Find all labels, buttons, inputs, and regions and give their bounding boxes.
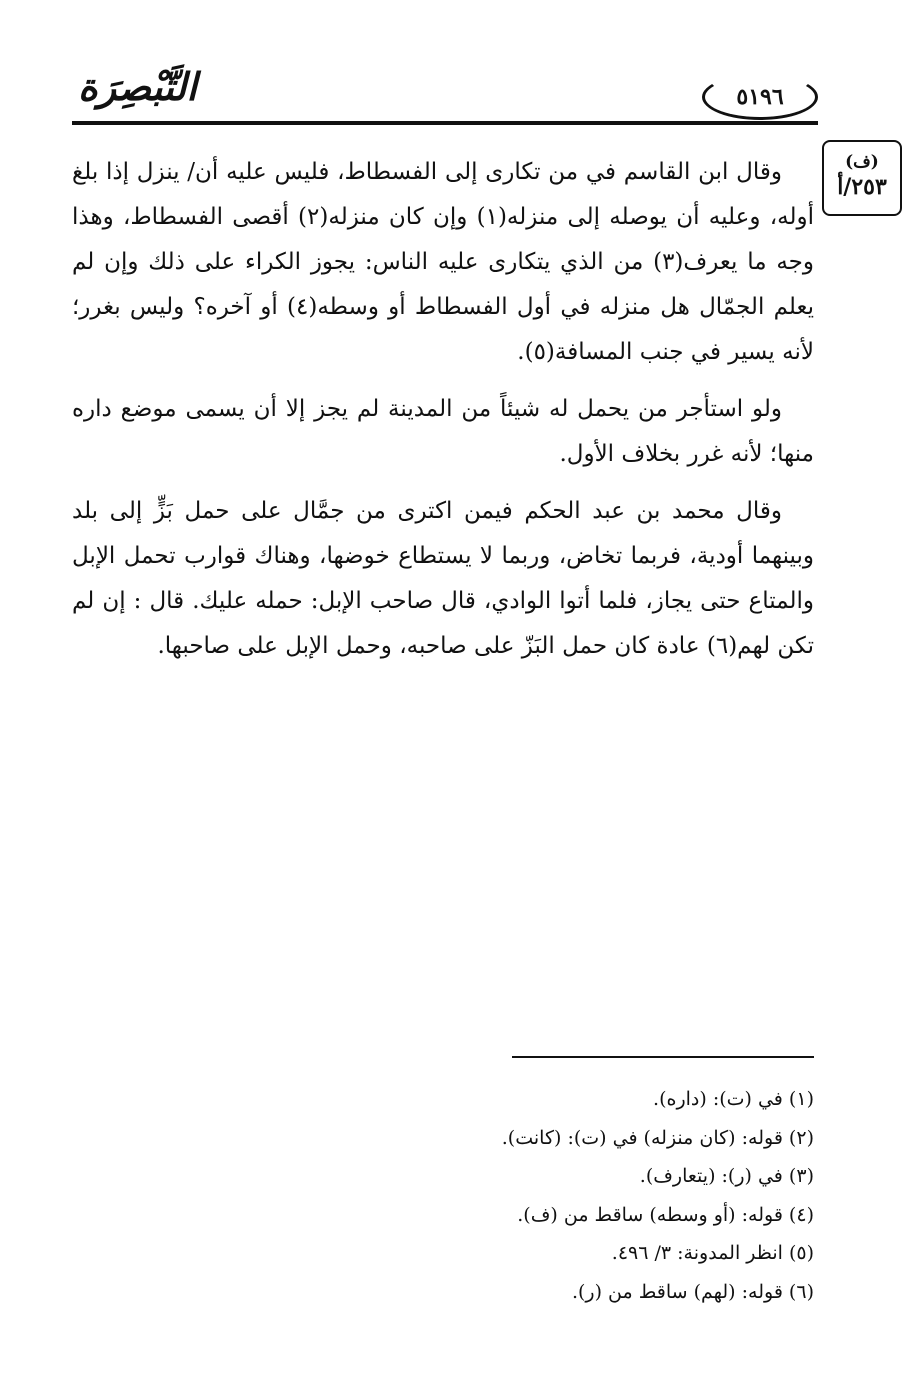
folio-number: ٢٥٣/أ — [837, 174, 887, 200]
book-title: التَّبْصِرَة — [78, 64, 197, 109]
footnotes — [174, 1080, 814, 1312]
paragraph: وقال ابن القاسم في من تكارى إلى الفسطاط، فليس عليه أن/ ينزل إذا بلغ أوله، وعليه أن يوصله إلى منزله(١) وإن كان منزله(٢) أقصى الفسطاط، وهذا وجه ما يعرف(٣) من الذي يتكارى عليه الناس: يجوز الكراء على ذلك وإن لم يعلم الجمّال هل منزله في أول الفسطاط أو وسطه(٤) أو آخره؟ وليس بغرر؛ لأنه يسير في جنب المسافة(٥). — [72, 159, 815, 365]
manuscript-siglum: (ف) — [845, 152, 879, 172]
footnote: (٤) قوله: (أو وسطه) ساقط من (ف). — [517, 1203, 814, 1226]
main-text — [72, 150, 814, 681]
header-rule — [72, 121, 818, 125]
margin-reference — [822, 140, 902, 216]
footnote: (١) في (ت): (داره). — [653, 1088, 814, 1110]
page-header — [72, 60, 818, 120]
footnote: (٢) قوله: (كان منزله) في (ت): (كانت). — [501, 1126, 814, 1149]
footnote-separator — [512, 1056, 814, 1058]
page-number: ٥١٩٦ — [702, 74, 818, 120]
paragraph: ولو استأجر من يحمل له شيئاً من المدينة لم يجز إلا أن يسمى موضع داره منها؛ لأنه غرر بخلاف الأول. — [72, 396, 814, 467]
paragraph: وقال محمد بن عبد الحكم فيمن اكترى من جمَّال على حمل بَزٍّ إلى بلد وبينهما أودية، فربما تخاض، وربما لا يستطاع خوضها، وهناك قوارب تحمل الإبل والمتاع حتى يجاز، فلما أتوا الوادي، قال صاحب الإبل: حمله عليك. قال : إن لم تكن لهم(٦) عادة كان حمل البَزّ على صاحبه، وحمل الإبل على صاحبها. — [72, 498, 814, 659]
footnote: (٣) في (ر): (يتعارف). — [639, 1165, 814, 1188]
footnote: (٥) انظر المدونة: ٣/ ٤٩٦. — [611, 1242, 814, 1265]
footnote: (٦) قوله: (لهم) ساقط من (ر). — [571, 1280, 814, 1303]
